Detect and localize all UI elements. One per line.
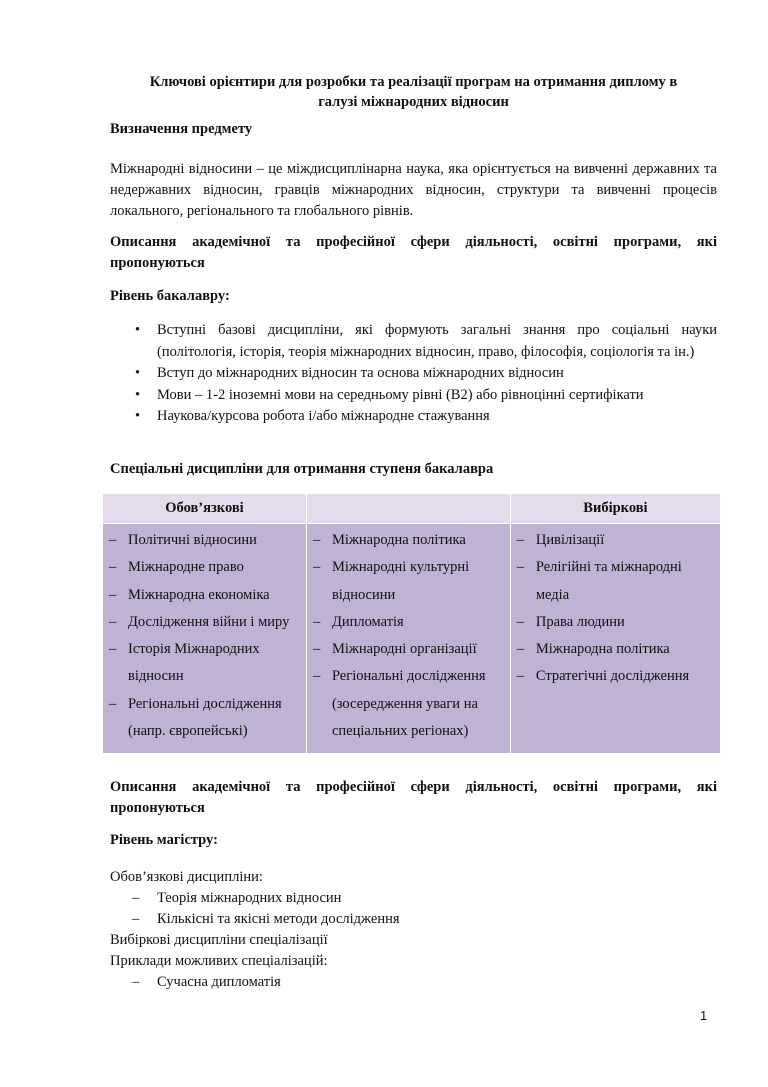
elective-cell	[510, 524, 720, 754]
table-list-item: – Міжнародна економіка	[107, 582, 302, 609]
table-list-item: – Міжнародна політика	[515, 636, 716, 663]
list-item: • Вступ до міжнародних відносин та основа міжнародних відносин	[110, 363, 717, 385]
table-list-item: – Дипломатія	[311, 609, 506, 636]
document-title	[110, 72, 717, 112]
table-list-item: відносин	[128, 668, 184, 685]
elective-label: Вибіркові дисципліни спеціалізації	[110, 932, 328, 948]
table-list-item: – Міжнародні організації	[311, 636, 506, 663]
list-item: • Вступні базові дисципліни, які формують загальні знання про соціальні науки (політологія, історія, теорія міжнародних відносин, право, філософія, соціологія та ін.)	[110, 320, 717, 363]
disciplines-table	[102, 493, 721, 754]
table-list-item: (зосередження уваги на	[331, 695, 478, 712]
header-elective: Вибіркові	[510, 494, 720, 524]
table-list-item: – Цивілізації	[515, 527, 716, 554]
examples-label: Приклади можливих спеціалізацій:	[110, 953, 328, 969]
table-list-item: – Стратегічні дослідження	[515, 663, 716, 690]
table-list-item: (напр. європейські)	[128, 723, 248, 740]
section-heading: Визначення предмету	[110, 121, 253, 137]
table-list-item: медіа	[535, 586, 570, 603]
table-list-item: – Міжнародне право	[107, 554, 302, 581]
list-item: • Мови – 1-2 іноземні мови на середньому рівні (B2) або рівноцінні сертифікати	[110, 385, 717, 407]
special-heading: Спеціальні дисципліни для отримання ступеня бакалавра	[110, 461, 494, 477]
table-list-item: спеціальних регіонах)	[331, 723, 469, 740]
section-heading: Описання академічної та професійної сфери діяльності, освітні програми, які пропонуються	[110, 779, 717, 816]
table-list-item: – Регіональні дослідження	[107, 691, 302, 718]
table-list-item: відносини	[331, 586, 396, 603]
section-heading: Описання академічної та професійної сфери діяльності, освітні програми, які пропонуються	[110, 234, 717, 271]
table-list-item: – Релігійні та міжнародні	[515, 554, 716, 581]
list-item: • Наукова/курсова робота і/або міжнародне стажування	[110, 406, 717, 428]
list-item: – Теорія міжнародних відносин	[110, 888, 717, 909]
title-line: Ключові орієнтири для розробки та реалізації програм на отримання диплому в	[149, 74, 678, 90]
table-list-item: – Міжнародні культурні	[311, 554, 506, 581]
list-item: – Кількісні та якісні методи дослідження	[110, 909, 717, 930]
page-number: 1	[700, 1008, 708, 1023]
title-line: галузі міжнародних відносин	[318, 94, 509, 110]
table-list-item: – Дослідження війни і миру	[107, 609, 302, 636]
list-item: – Сучасна дипломатія	[110, 972, 717, 993]
bachelor-heading: Рівень бакалавру:	[110, 288, 230, 304]
required-cell	[103, 524, 307, 754]
header-empty	[306, 494, 510, 524]
table-list-item: – Політичні відносини	[107, 527, 302, 554]
required-cell-2	[306, 524, 510, 754]
master-heading: Рівень магістру:	[110, 832, 218, 848]
required-label: Обов’язкові дисципліни:	[110, 869, 263, 885]
bachelor-list	[110, 320, 717, 428]
header-required: Обов’язкові	[103, 494, 307, 524]
table-list-item: – Права людини	[515, 609, 716, 636]
table-list-item: – Міжнародна політика	[311, 527, 506, 554]
definition-paragraph: Міжнародні відносини – це міждисциплінарна наука, яка орієнтується на вивченні державних та недержавних відносин, гравців міжнародних відносин, структури та вивченні процесів локального, регіонального та глобального рівнів.	[110, 161, 717, 219]
table-list-item: – Регіональні дослідження	[311, 663, 506, 690]
master-block	[110, 867, 717, 993]
table-list-item: – Історія Міжнародних	[107, 636, 302, 663]
